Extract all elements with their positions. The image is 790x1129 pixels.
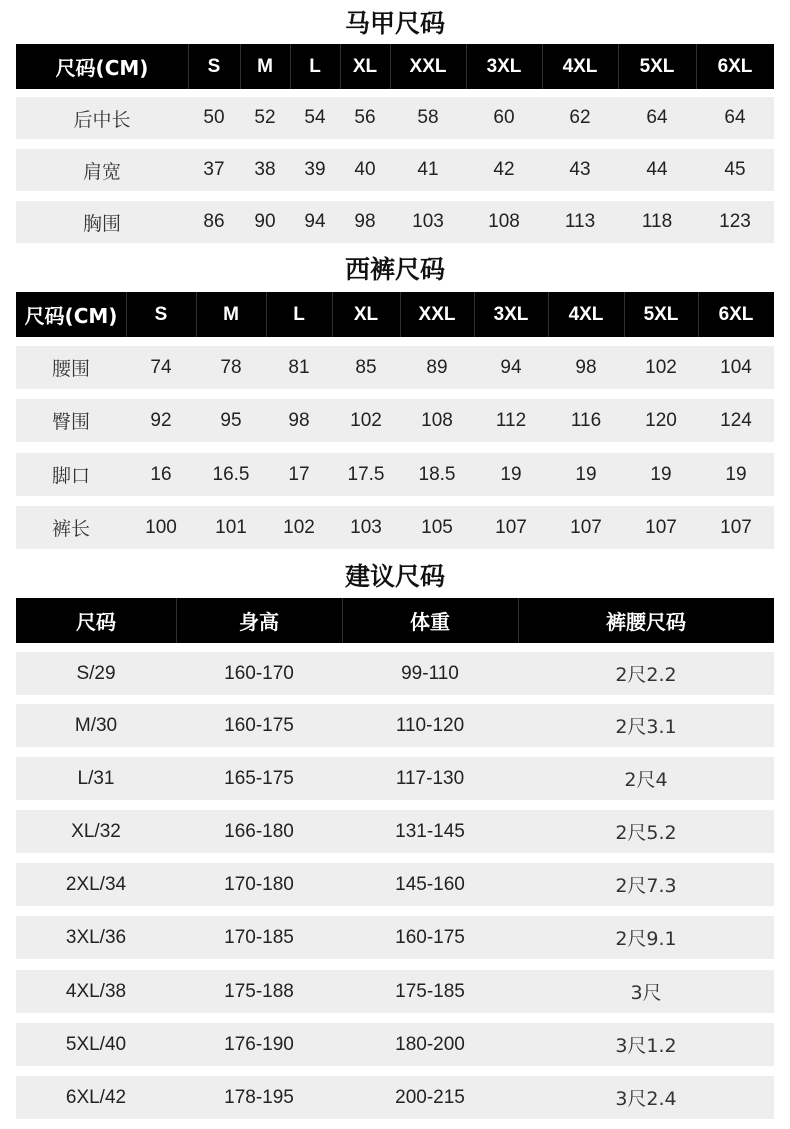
pants-header-row xyxy=(16,292,774,337)
suggest-row-label: 4XL/38 xyxy=(65,980,127,1002)
pants-cell: 102 xyxy=(283,516,315,538)
pants-row xyxy=(16,346,774,389)
pants-cell: 89 xyxy=(426,356,448,378)
vest-cell: 39 xyxy=(304,159,326,180)
pants-header-cell: L xyxy=(293,303,305,325)
pants-cell: 16.5 xyxy=(212,463,250,485)
vest-cell: 37 xyxy=(203,159,225,180)
vest-cell: 118 xyxy=(641,211,673,232)
column-separator xyxy=(266,292,267,337)
pants-header-cell: 尺码(CM) xyxy=(24,304,118,328)
pants-cell: 16 xyxy=(150,463,172,485)
pants-header-cell: XL xyxy=(353,303,379,325)
pants-cell: 19 xyxy=(725,463,747,485)
vest-row-label: 胸围 xyxy=(82,212,121,235)
pants-table xyxy=(16,292,774,549)
vest-cell: 86 xyxy=(203,211,225,232)
suggest-cell: 145-160 xyxy=(395,873,465,895)
vest-row xyxy=(16,97,774,139)
suggest-cell: 110-120 xyxy=(395,714,465,736)
suggest-cell: 99-110 xyxy=(401,662,459,684)
pants-row xyxy=(16,399,774,442)
suggest-header-cell: 身高 xyxy=(239,610,279,634)
vest-table xyxy=(16,44,774,243)
vest-cell: 64 xyxy=(646,107,668,128)
suggest-row xyxy=(16,1023,774,1066)
pants-cell: 19 xyxy=(500,463,522,485)
vest-cell: 45 xyxy=(724,159,746,180)
pants-header-cell: M xyxy=(223,303,239,325)
suggest-row-label: L/31 xyxy=(77,767,115,789)
suggest-row-label: M/30 xyxy=(74,714,118,736)
vest-cell: 90 xyxy=(254,211,276,232)
column-separator xyxy=(474,292,475,337)
suggest-header-row xyxy=(16,598,774,643)
pants-cell: 104 xyxy=(720,356,752,378)
pants-cell: 107 xyxy=(645,516,677,538)
pants-cell: 102 xyxy=(350,409,382,431)
pants-cell: 78 xyxy=(220,356,242,378)
suggest-cell: 117-130 xyxy=(395,767,465,789)
vest-header-cell: M xyxy=(257,55,273,77)
suggest-cell: 3尺 xyxy=(630,982,662,1004)
pants-cell: 107 xyxy=(495,516,527,538)
suggest-cell: 170-185 xyxy=(224,926,294,948)
pants-cell: 19 xyxy=(650,463,672,485)
suggest-cell: 175-188 xyxy=(224,980,294,1002)
suggest-row-label: 5XL/40 xyxy=(65,1033,127,1055)
suggest-row xyxy=(16,810,774,853)
pants-cell: 101 xyxy=(215,516,247,538)
vest-cell: 58 xyxy=(417,107,439,128)
column-separator xyxy=(332,292,333,337)
column-separator xyxy=(698,292,699,337)
pants-cell: 92 xyxy=(150,409,172,431)
pants-cell: 98 xyxy=(288,409,310,431)
pants-cell: 74 xyxy=(150,356,172,378)
suggest-row-label: XL/32 xyxy=(71,820,121,842)
column-separator xyxy=(340,44,341,89)
pants-header-cell: 5XL xyxy=(643,303,679,325)
pants-row-label: 裤长 xyxy=(51,518,90,540)
suggest-cell: 166-180 xyxy=(224,820,294,842)
pants-cell: 105 xyxy=(421,516,453,538)
column-separator xyxy=(624,292,625,337)
vest-header-cell: 3XL xyxy=(486,55,522,77)
suggest-row-label: 3XL/36 xyxy=(65,926,127,948)
column-separator xyxy=(618,44,619,89)
pants-header-cell: 6XL xyxy=(718,303,754,325)
pants-cell: 17 xyxy=(288,463,310,485)
suggest-row-label: 6XL/42 xyxy=(65,1086,127,1108)
pants-header-cell: S xyxy=(154,303,168,325)
pants-cell: 81 xyxy=(288,356,310,378)
suggest-header-cell: 裤腰尺码 xyxy=(606,610,686,634)
vest-cell: 108 xyxy=(488,211,520,232)
pants-row xyxy=(16,453,774,496)
vest-header-cell: 尺码(CM) xyxy=(55,56,149,80)
pants-title: 西裤尺码 xyxy=(344,255,445,284)
suggest-cell: 170-180 xyxy=(224,873,294,895)
suggest-cell: 180-200 xyxy=(395,1033,465,1055)
vest-header-cell: 6XL xyxy=(717,55,753,77)
suggest-cell: 131-145 xyxy=(395,820,465,842)
pants-cell: 18.5 xyxy=(418,463,456,485)
vest-cell: 62 xyxy=(569,107,591,128)
vest-header-cell: 4XL xyxy=(562,55,598,77)
suggest-cell: 2尺9.1 xyxy=(615,928,677,950)
column-separator xyxy=(518,598,519,643)
suggest-header-cell: 尺码 xyxy=(76,610,116,634)
suggest-cell: 175-185 xyxy=(395,980,465,1002)
pants-cell: 108 xyxy=(421,409,453,431)
pants-row-label: 臀围 xyxy=(51,411,90,433)
suggest-cell: 2尺7.3 xyxy=(615,875,677,897)
pants-cell: 124 xyxy=(720,409,752,431)
vest-cell: 98 xyxy=(354,211,376,232)
pants-cell: 85 xyxy=(355,356,377,378)
pants-cell: 19 xyxy=(575,463,597,485)
suggest-cell: 160-170 xyxy=(224,662,294,684)
vest-header-cell: S xyxy=(207,55,221,77)
suggest-cell: 200-215 xyxy=(395,1086,465,1108)
column-separator xyxy=(542,44,543,89)
pants-cell: 116 xyxy=(570,409,602,431)
pants-row-label: 脚口 xyxy=(51,465,90,487)
vest-cell: 60 xyxy=(493,107,515,128)
suggest-cell: 2尺2.2 xyxy=(615,664,677,686)
vest-cell: 64 xyxy=(724,107,746,128)
vest-row-label: 后中长 xyxy=(73,108,131,131)
pants-cell: 103 xyxy=(350,516,382,538)
pants-header-cell: XXL xyxy=(418,303,456,325)
pants-row xyxy=(16,506,774,549)
pants-cell: 112 xyxy=(495,409,527,431)
vest-header-cell: L xyxy=(309,55,321,77)
pants-cell: 107 xyxy=(720,516,752,538)
pants-cell: 17.5 xyxy=(347,463,385,485)
column-separator xyxy=(196,292,197,337)
column-separator xyxy=(400,292,401,337)
pants-cell: 95 xyxy=(220,409,242,431)
vest-cell: 41 xyxy=(417,159,439,180)
column-separator xyxy=(696,44,697,89)
suggest-cell: 3尺1.2 xyxy=(615,1035,677,1057)
vest-cell: 40 xyxy=(354,159,376,180)
suggest-title: 建议尺码 xyxy=(344,562,445,591)
suggest-table xyxy=(16,598,774,1119)
vest-header-cell: XXL xyxy=(409,55,447,77)
vest-cell: 43 xyxy=(569,159,591,180)
pants-header-cell: 4XL xyxy=(568,303,604,325)
suggest-row xyxy=(16,1076,774,1119)
column-separator xyxy=(390,44,391,89)
suggest-row xyxy=(16,916,774,959)
suggest-header-cell: 体重 xyxy=(410,610,450,634)
column-separator xyxy=(466,44,467,89)
pants-cell: 98 xyxy=(575,356,597,378)
vest-header-cell: XL xyxy=(352,55,378,77)
column-separator xyxy=(188,44,189,89)
vest-cell: 54 xyxy=(304,107,326,128)
suggest-cell: 160-175 xyxy=(224,714,294,736)
suggest-cell: 3尺2.4 xyxy=(615,1088,677,1110)
column-separator xyxy=(290,44,291,89)
suggest-cell: 2尺5.2 xyxy=(615,822,677,844)
vest-cell: 94 xyxy=(304,211,326,232)
suggest-cell: 176-190 xyxy=(224,1033,294,1055)
suggest-cell: 165-175 xyxy=(224,767,294,789)
suggest-cell: 160-175 xyxy=(395,926,465,948)
suggest-cell: 178-195 xyxy=(224,1086,294,1108)
suggest-row-label: 2XL/34 xyxy=(65,873,127,895)
pants-row-label: 腰围 xyxy=(51,358,90,380)
suggest-row xyxy=(16,652,774,695)
suggest-row-label: S/29 xyxy=(76,662,116,684)
column-separator xyxy=(342,598,343,643)
column-separator xyxy=(176,598,177,643)
pants-cell: 94 xyxy=(500,356,522,378)
vest-title: 马甲尺码 xyxy=(344,9,445,38)
vest-cell: 42 xyxy=(493,159,515,180)
pants-cell: 107 xyxy=(570,516,602,538)
suggest-cell: 2尺3.1 xyxy=(615,716,677,738)
pants-header-cell: 3XL xyxy=(493,303,529,325)
column-separator xyxy=(548,292,549,337)
vest-cell: 38 xyxy=(254,159,276,180)
pants-cell: 120 xyxy=(645,409,677,431)
pants-cell: 102 xyxy=(645,356,677,378)
suggest-row xyxy=(16,757,774,800)
vest-cell: 50 xyxy=(203,107,225,128)
vest-cell: 44 xyxy=(646,159,668,180)
vest-cell: 52 xyxy=(254,107,276,128)
vest-cell: 113 xyxy=(564,211,596,232)
vest-cell: 56 xyxy=(354,107,376,128)
vest-header-row xyxy=(16,44,774,89)
pants-cell: 100 xyxy=(145,516,177,538)
column-separator xyxy=(240,44,241,89)
vest-header-cell: 5XL xyxy=(639,55,675,77)
suggest-row xyxy=(16,704,774,747)
vest-row-label: 肩宽 xyxy=(82,160,121,183)
vest-cell: 123 xyxy=(719,211,751,232)
suggest-row xyxy=(16,970,774,1013)
suggest-row xyxy=(16,863,774,906)
vest-row xyxy=(16,201,774,243)
vest-cell: 103 xyxy=(412,211,444,232)
column-separator xyxy=(126,292,127,337)
vest-row xyxy=(16,149,774,191)
suggest-cell: 2尺4 xyxy=(624,769,668,791)
